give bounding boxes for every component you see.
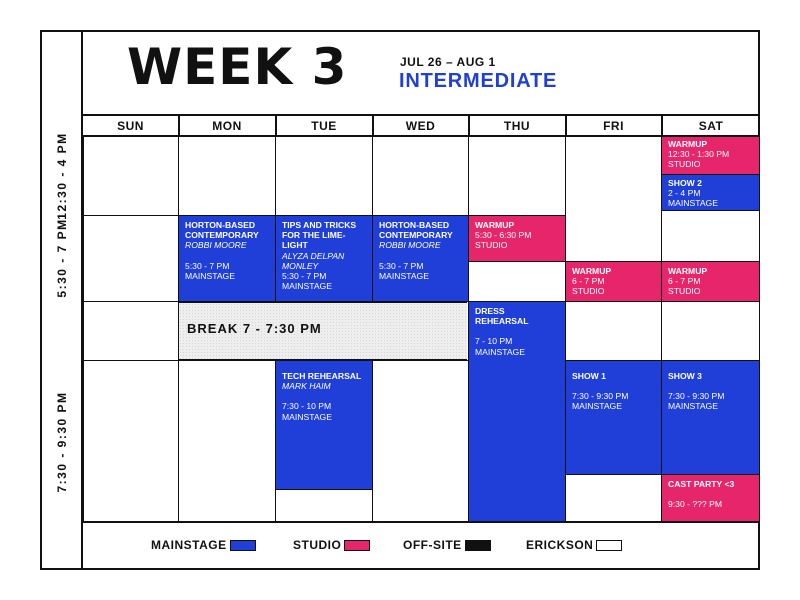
event-title: SHOW 1: [572, 371, 606, 381]
day-header-sat: SAT: [698, 119, 724, 133]
event-mon-horton[interactable]: [178, 215, 276, 302]
empty-slot[interactable]: [83, 360, 179, 522]
level-label: INTERMEDIATE: [399, 70, 558, 92]
legend-off-site: [403, 538, 491, 552]
event-title: HORTON-BASED CONTEMPORARY: [379, 220, 453, 241]
event-instructor: MARK HAIM: [282, 381, 331, 392]
event-title: SHOW 3: [668, 371, 702, 381]
event-location: MAINSTAGE: [282, 281, 332, 292]
event-title: TECH REHEARSAL: [282, 371, 362, 381]
studio-swatch: [344, 540, 370, 551]
time-block-label: 7:30 - 9:30 PM: [55, 391, 69, 493]
event-thu-warmup[interactable]: [468, 215, 566, 262]
event-title: HORTON-BASED CONTEMPORARY: [185, 220, 259, 241]
event-title: DRESS REHEARSAL: [475, 306, 529, 327]
break-label: BREAK 7 - 7:30 PM: [187, 321, 322, 336]
event-time: 5:30 - 7 PM: [282, 271, 327, 282]
day-header-mon: MON: [212, 119, 242, 133]
time-block-label: 5:30 - 7 PM: [55, 218, 69, 298]
event-time: 6 - 7 PM: [572, 276, 605, 287]
event-time: 2 - 4 PM: [668, 188, 701, 199]
legend-label: STUDIO: [293, 538, 342, 552]
event-title: SHOW 2: [668, 178, 702, 188]
mainstage-swatch: [230, 540, 256, 551]
event-title: WARMUP: [668, 266, 708, 276]
event-location: MAINSTAGE: [668, 401, 718, 412]
erickson-swatch: [596, 540, 622, 551]
event-time: 7:30 - 9:30 PM: [668, 391, 725, 402]
empty-slot[interactable]: [275, 136, 373, 216]
event-thu-dress-rehearsal[interactable]: [468, 301, 566, 522]
event-location: MAINSTAGE: [185, 270, 235, 281]
event-sat-show-2[interactable]: [661, 174, 760, 211]
event-instructor: ROBBI MOORE: [379, 240, 441, 251]
event-title: WARMUP: [475, 220, 515, 230]
day-header-tue: TUE: [311, 119, 337, 133]
day-header-sun: SUN: [117, 119, 144, 133]
day-header-fri: FRI: [603, 119, 624, 133]
empty-slot[interactable]: [565, 136, 662, 262]
event-time: 5:30 - 7 PM: [379, 260, 424, 271]
event-location: STUDIO: [572, 286, 605, 297]
empty-slot[interactable]: [83, 301, 179, 361]
empty-slot[interactable]: [83, 136, 179, 216]
legend-studio: [293, 538, 370, 552]
legend-erickson: [526, 538, 622, 552]
event-instructor: ALYZA DELPAN MONLEY: [282, 250, 345, 271]
event-wed-horton[interactable]: [372, 215, 469, 302]
legend-label: OFF-SITE: [403, 538, 462, 552]
day-header-wed: WED: [405, 119, 436, 133]
legend-label: ERICKSON: [526, 538, 594, 552]
event-tue-tech-rehearsal[interactable]: [275, 360, 373, 490]
event-fri-warmup[interactable]: [565, 261, 662, 302]
event-sat-warmup-2[interactable]: [661, 261, 760, 302]
empty-slot[interactable]: [372, 360, 469, 522]
day-header-thu: THU: [503, 119, 531, 133]
legend-mainstage: [151, 538, 256, 552]
event-fri-show-1[interactable]: [565, 360, 662, 475]
event-time: 6 - 7 PM: [668, 276, 701, 287]
event-title: TIPS AND TRICKS FOR THE LIME-LIGHT: [282, 220, 357, 251]
empty-slot[interactable]: [275, 489, 373, 522]
event-location: MAINSTAGE: [282, 411, 332, 422]
page-title: WEEK 3: [127, 38, 348, 96]
empty-slot[interactable]: [178, 360, 276, 522]
empty-slot[interactable]: [565, 301, 662, 361]
empty-slot[interactable]: [178, 136, 276, 216]
event-title: CAST PARTY <3: [668, 479, 735, 489]
event-location: MAINSTAGE: [379, 270, 429, 281]
event-location: MAINSTAGE: [475, 346, 525, 357]
event-sat-cast-party[interactable]: [661, 474, 760, 522]
event-title: WARMUP: [668, 139, 708, 149]
legend-label: MAINSTAGE: [151, 538, 227, 552]
event-title: WARMUP: [572, 266, 612, 276]
event-instructor: ROBBI MOORE: [185, 240, 247, 251]
event-time: 12:30 - 1:30 PM: [668, 149, 730, 160]
empty-slot[interactable]: [565, 474, 662, 522]
event-tue-tips[interactable]: [275, 215, 373, 302]
event-time: 7:30 - 10 PM: [282, 401, 332, 412]
event-time: 7 - 10 PM: [475, 336, 513, 347]
event-location: MAINSTAGE: [668, 198, 718, 209]
event-location: STUDIO: [475, 240, 508, 251]
event-time: 5:30 - 7 PM: [185, 260, 230, 271]
empty-slot[interactable]: [661, 210, 760, 262]
empty-slot[interactable]: [83, 215, 179, 302]
event-time: 9:30 - ??? PM: [668, 499, 722, 510]
event-location: STUDIO: [668, 159, 701, 170]
time-block-label: 12:30 - 4 PM: [55, 132, 69, 220]
empty-slot[interactable]: [468, 261, 566, 302]
date-range: JUL 26 – AUG 1: [400, 55, 496, 69]
event-time: 7:30 - 9:30 PM: [572, 391, 629, 402]
empty-slot[interactable]: [468, 136, 566, 216]
off-site-swatch: [465, 540, 491, 551]
event-sat-warmup-1[interactable]: [661, 136, 760, 175]
empty-slot[interactable]: [661, 301, 760, 361]
event-location: MAINSTAGE: [572, 401, 622, 412]
event-time: 5:30 - 6:30 PM: [475, 230, 532, 241]
event-sat-show-3[interactable]: [661, 360, 760, 475]
empty-slot[interactable]: [372, 136, 469, 216]
event-location: STUDIO: [668, 286, 701, 297]
